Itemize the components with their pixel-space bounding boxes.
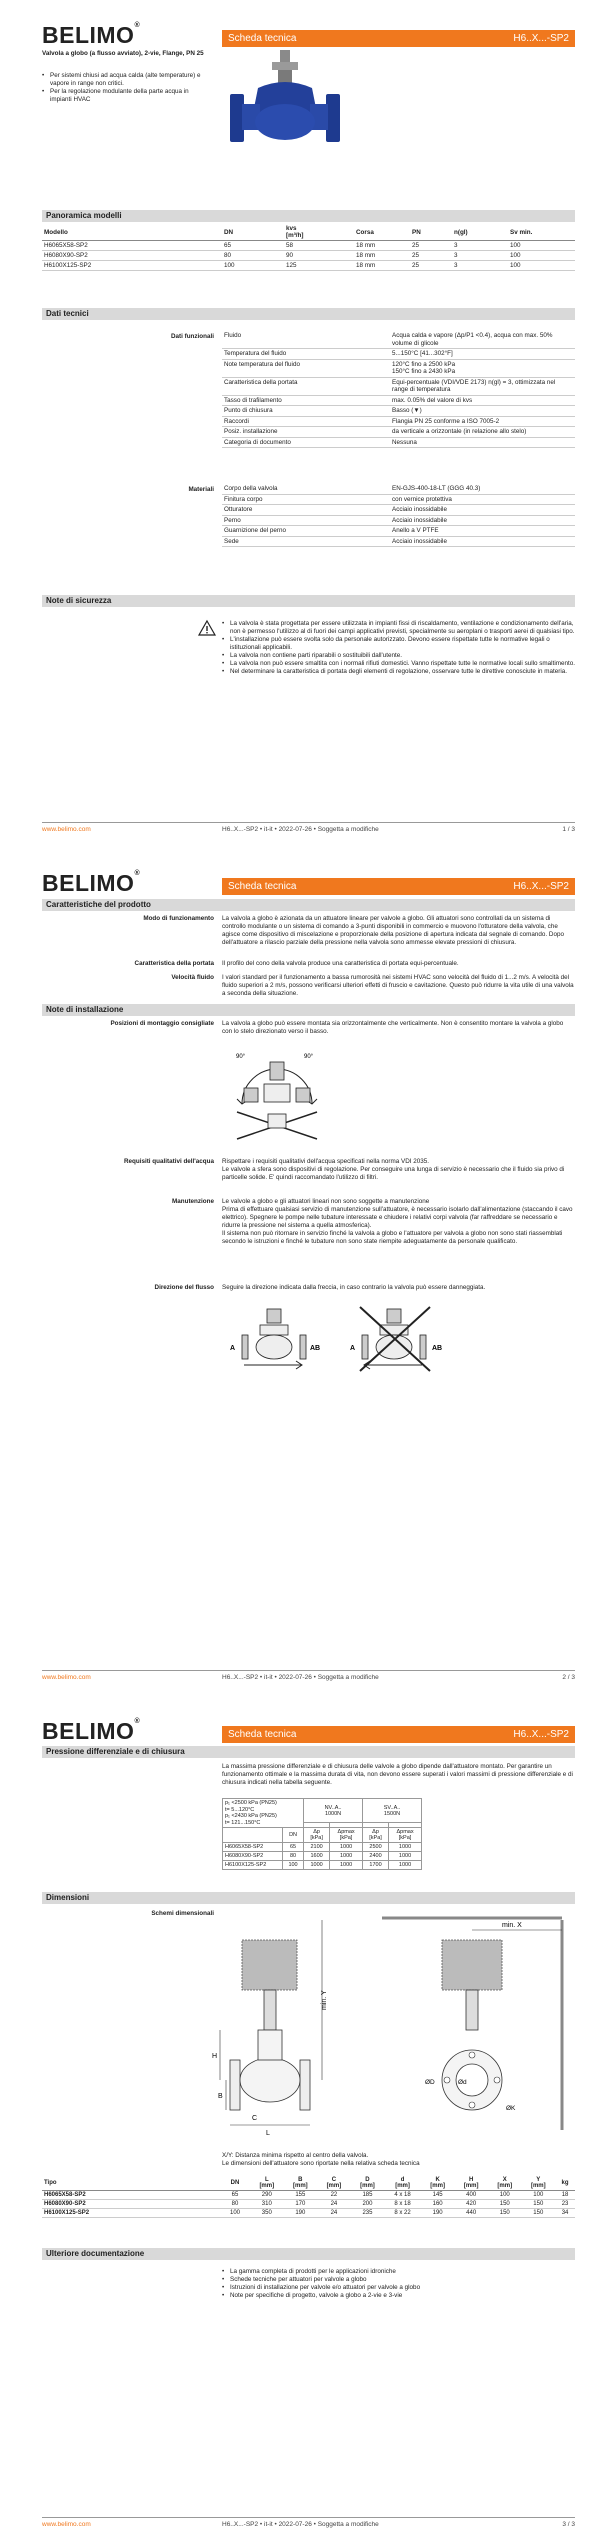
table-row: H6100X125-SP2 100 350 190 24 235 8 x 22 190 440 150 150 34 bbox=[42, 2209, 575, 2218]
intro-bullet: • Per la regolazione modulante della parte acqua in impianti HVAC bbox=[42, 88, 212, 104]
section-safety: Note di sicurezza bbox=[42, 595, 575, 607]
install-label: Requisiti qualitativi dell'acqua bbox=[123, 1158, 214, 1165]
mounting-position-diagram bbox=[222, 1044, 332, 1144]
footer-doc: H6..X...-SP2 • it-it • 2022-07-26 • Soggetta a modifiche bbox=[222, 1674, 379, 1681]
table-row: Temperatura del fluido 5...150°C [41...302°F] bbox=[222, 349, 575, 360]
table-row: H6080X90-SP2 80 90 18 mm 25 3 100 bbox=[42, 251, 575, 261]
header-bar bbox=[222, 30, 575, 47]
dim-letter: C bbox=[252, 2115, 258, 2122]
col-header: X [mm] bbox=[488, 2176, 522, 2191]
install-label: Direzione del flusso bbox=[154, 1284, 214, 1291]
valve-product-image bbox=[222, 48, 372, 158]
header-title: Scheda tecnica bbox=[228, 1729, 297, 1740]
col-header: PN bbox=[410, 224, 452, 241]
tech-group-materials: Materiali bbox=[188, 486, 214, 493]
footer-link[interactable]: www.belimo.com bbox=[42, 1674, 91, 1681]
table-row: Guarnizione del perno Anello a V PTFE bbox=[222, 526, 575, 537]
col-header: L [mm] bbox=[250, 2176, 284, 2191]
col-header: Modello bbox=[42, 224, 222, 241]
feature-text: Il profilo del cono della valvola produce una caratteristica di portata equi-percentuale. bbox=[222, 960, 459, 967]
safety-item: • La valvola non può essere smaltita con i normali rifiuti domestici. Vanno rispettate tutte le normative locali sullo smaltimento. bbox=[222, 660, 575, 668]
safety-item: • La valvola è stata progettata per essere utilizzata in impianti fissi di riscaldamento, ventilazione e condizionamento dell'aria, non è permesso l'utilizzo al di fuori dei campi applicativi previsti, specialmente su aeroplani o trasporti aerei di qualsiasi tipo. bbox=[222, 620, 575, 636]
tech-group-functional: Dati funzionali bbox=[170, 333, 214, 340]
header-bar bbox=[222, 878, 575, 895]
col-header: n(gl) bbox=[452, 224, 508, 241]
col-header: DN bbox=[222, 224, 284, 241]
feature-text: I valori standard per il funzionamento a bassa rumorosità nei sistemi HVAC sono velocità del fluido di 1...2 m/s. A velocità del fluido superiori a 2 m/s, possono verificarsi ulteriori effetti di fruscio e cavitazione. Questo può ridurre la vita utile di una valvola a seconda della situazione. bbox=[222, 974, 574, 997]
angle-label: 90° bbox=[236, 1054, 246, 1060]
table-row: Sede Acciaio inossidabile bbox=[222, 536, 575, 547]
table-row: Categoria di documento Nessuna bbox=[222, 437, 575, 448]
safety-list bbox=[222, 620, 575, 676]
dim-letter: H bbox=[212, 2053, 218, 2060]
wrong-flow-valve bbox=[350, 1307, 442, 1371]
safety-item: • La valvola non contiene parti riparabili o sostituibili dall'utente. bbox=[222, 652, 575, 660]
doc-item: • La gamma completa di prodotti per le applicazioni idroniche bbox=[222, 2268, 575, 2276]
pressure-table: p₁ <2500 kPa (PN25) t= 5...120°C p₁ <2430 kPa (PN25) t= 121...150°C NV..A.. 1000N SV..A.. 1500N DN Δp [kPa] Δpmax [kPa] Δp [kPa] Δpmax [kPa] H6065X58-SP2 65 2100 1000 2500 1000 H6080X90-SP2 80 1600 1000 2400 1000 H6100X125-SP2 100 1000 1000 1700 1000 bbox=[222, 1798, 422, 1870]
header-model: H6..X...-SP2 bbox=[513, 1729, 569, 1740]
table-row: Note temperatura del fluido 120°C fino a 2500 kPa 150°C fino a 2430 kPa bbox=[222, 359, 575, 377]
table-row: Perno Acciaio inossidabile bbox=[222, 515, 575, 526]
dim-letter: L bbox=[266, 2130, 270, 2137]
section-tech: Dati tecnici bbox=[42, 308, 575, 320]
footer-link[interactable]: www.belimo.com bbox=[42, 2521, 91, 2528]
flow-label: A bbox=[230, 1345, 236, 1352]
page-3 bbox=[0, 1696, 600, 2543]
angle-label: 90° bbox=[304, 1054, 314, 1060]
header-bar bbox=[222, 1726, 575, 1743]
col-header: Y [mm] bbox=[522, 2176, 556, 2191]
header-model: H6..X...-SP2 bbox=[513, 881, 569, 892]
install-text: Le valvole a globo e gli attuatori lineari non sono soggette a manutenzione Prima di effettuare qualsiasi servizio di manutenzione sull'attuatore, è necessario isolarlo dall'alimentazione (staccando il cavo elettrico). Spegnere le pompe nelle tubature interessate e chiudere i relativi corpi valvola (far raffreddare se necessario e ridurre la pressione nel sistema a quella atmosferica). Il sistema non può ritornare in servizio finché la valvola a globo e l'attuatore per valvola a globo non sono stati riassemblati secondo le istruzioni e finché le tubature non sono state riempite adeguatamente da personale qualificato. bbox=[222, 1198, 573, 1245]
footer-line bbox=[42, 822, 575, 823]
footer-link[interactable]: www.belimo.com bbox=[42, 826, 91, 833]
install-text: Seguire la direzione indicata dalla freccia, in caso contrario la valvola può essere danneggiata. bbox=[222, 1284, 486, 1291]
intro-bullets bbox=[42, 72, 212, 104]
section-install: Note di installazione bbox=[42, 1004, 575, 1016]
flow-direction-diagram bbox=[222, 1303, 472, 1373]
dim-letter: Ød bbox=[458, 2079, 467, 2086]
footer-doc: H6..X...-SP2 • it-it • 2022-07-26 • Soggetta a modifiche bbox=[222, 2521, 379, 2528]
page-number: 1 / 3 bbox=[562, 826, 575, 833]
section-docs: Ulteriore documentazione bbox=[42, 2248, 575, 2260]
col-header: C [mm] bbox=[317, 2176, 351, 2191]
warning-icon bbox=[198, 620, 216, 636]
models-table bbox=[42, 224, 575, 271]
feature-label: Caratteristica della portata bbox=[134, 960, 214, 967]
header-title: Scheda tecnica bbox=[228, 33, 297, 44]
footer-line bbox=[42, 1670, 575, 1671]
install-label: Manutenzione bbox=[172, 1198, 214, 1205]
col-header: kvs [m³/h] bbox=[284, 224, 354, 241]
footer-line bbox=[42, 2517, 575, 2518]
actuator-nv: NV..A.. 1000N bbox=[304, 1799, 363, 1823]
section-features: Caratteristiche del prodotto bbox=[42, 899, 575, 911]
col-header: Sv min. bbox=[508, 224, 575, 241]
col-header: B [mm] bbox=[284, 2176, 318, 2191]
table-row: H6065X58-SP2 65 290 155 22 185 4 x 18 145 400 100 100 18 bbox=[42, 2191, 575, 2200]
table-row: Corpo della valvola EN-GJS-400-18-LT (GGG 40.3) bbox=[222, 484, 575, 494]
col-header: d [mm] bbox=[384, 2176, 421, 2191]
col-header: D [mm] bbox=[351, 2176, 385, 2191]
doc-item: • Istruzioni di installazione per valvole e/o attuatori per valvole a globo bbox=[222, 2284, 575, 2292]
tech-table-materials bbox=[222, 484, 575, 547]
table-row: Posiz. installazione da verticale a orizzontale (in relazione allo stelo) bbox=[222, 427, 575, 438]
flow-label: AB bbox=[432, 1345, 443, 1352]
dims-note: Le dimensioni dell'attuatore sono riportate nella relativa scheda tecnica bbox=[222, 2160, 420, 2167]
tech-table-functional bbox=[222, 331, 575, 448]
brand-logo: BELIMO® bbox=[42, 1718, 141, 1744]
section-pressure: Pressione differenziale e di chiusura bbox=[42, 1746, 575, 1758]
doc-item: • Schede tecniche per attuatori per valvole a globo bbox=[222, 2276, 575, 2284]
brand-logo: BELIMO® bbox=[42, 22, 141, 48]
table-row: H6065X58-SP2 65 2100 1000 2500 1000 bbox=[223, 1843, 422, 1852]
dim-letter: ØD bbox=[425, 2079, 435, 2086]
safety-item: • Nel determinare la caratteristica di portata degli elementi di regolazione, osservare tutte le direttive conosciute in materia. bbox=[222, 668, 575, 676]
table-row: Otturatore Acciaio inossidabile bbox=[222, 505, 575, 516]
table-row: H6080X90-SP2 80 1600 1000 2400 1000 bbox=[223, 1852, 422, 1861]
col-header: Corsa bbox=[354, 224, 410, 241]
intro-bullet: • Per sistemi chiusi ad acqua calda (alte temperature) e vapore in range non critici. bbox=[42, 72, 212, 88]
weight-icon: kg bbox=[555, 2176, 575, 2191]
table-row: H6065X58-SP2 65 58 18 mm 25 3 100 bbox=[42, 241, 575, 251]
table-row: Tasso di trafilamento max. 0.05% del valore di kvs bbox=[222, 395, 575, 406]
install-label: Posizioni di montaggio consigliate bbox=[110, 1020, 214, 1027]
table-row: Caratteristica della portata Equi-percentuale (VDI/VDE 2173) n(gl) = 3, ottimizzata nel range di temperatura bbox=[222, 377, 575, 395]
page-number: 3 / 3 bbox=[562, 2521, 575, 2528]
table-row: Finitura corpo con vernice protettiva bbox=[222, 494, 575, 505]
col-header: K [mm] bbox=[421, 2176, 455, 2191]
page-2 bbox=[0, 848, 600, 1696]
pressure-conditions: p₁ <2500 kPa (PN25) t= 5...120°C p₁ <2430 kPa (PN25) t= 121...150°C bbox=[223, 1799, 304, 1828]
dim-label-miny: min. Y bbox=[321, 1990, 328, 2010]
install-text: Rispettare i requisiti qualitativi dell'acqua specificati nella norma VDI 2035. Le valvole a sfera sono dispositivi di regolazione. Per conseguire una lunga di servizio è necessario che il fluido sia privo di particelle solide. E' quindi raccomandato l'utilizzo di filtri. bbox=[222, 1158, 565, 1181]
dimensions-table: Tipo DN L [mm] B [mm] C [mm] D [mm] d [mm] K [mm] H [mm] X [mm] Y [mm] kg H6065X58-SP2 65 290 155 22 185 4 x 18 145 400 100 100 18 H6080X90-SP2 80 310 170 24 200 8 x 18 160 420 150 150 23 H6100X125-SP2 100 350 190 24 235 8 x 22 190 440 150 150 34 bbox=[42, 2176, 575, 2218]
flow-label: A bbox=[350, 1345, 356, 1352]
dim-letter: B bbox=[218, 2093, 223, 2100]
doc-item: • Note per specifiche di progetto, valvole a globo a 2-vie e 3-vie bbox=[222, 2292, 575, 2300]
section-dims: Dimensioni bbox=[42, 1892, 575, 1904]
product-title: Valvola a globo (a flusso avviato), 2-vie, Flange, PN 25 bbox=[42, 50, 204, 57]
install-text: La valvola a globo può essere montata sia orizzontalmente che verticalmente. Non è consentito montare la valvola a globo con lo stelo direzionato verso il basso. bbox=[222, 1020, 564, 1035]
table-row: Fluido Acqua calda e vapore (Δp/P1 <0.4), acqua con max. 50% volume di glicole bbox=[222, 331, 575, 349]
pressure-text: La massima pressione differenziale e di chiusura delle valvole a globo dipende dall'attuatore montato. Per garantire un funzionamento ottimale e la massima durata di vita, non devono essere superati i valori massimi di pressione differenziale e di chiusura indicati nella tabella seguente. bbox=[222, 1763, 573, 1786]
feature-label: Velocità fluido bbox=[171, 974, 214, 981]
dim-letter: ØK bbox=[506, 2105, 516, 2112]
section-models: Panoramica modelli bbox=[42, 210, 575, 222]
table-row: Raccordi Flangia PN 25 conforme a ISO 7005-2 bbox=[222, 416, 575, 427]
header-title: Scheda tecnica bbox=[228, 881, 297, 892]
dim-label-minx: min. X bbox=[502, 1922, 522, 1929]
correct-flow-valve bbox=[230, 1309, 320, 1369]
page-number: 2 / 3 bbox=[562, 1674, 575, 1681]
actuator-sv: SV..A.. 1500N bbox=[363, 1799, 422, 1823]
docs-list bbox=[222, 2268, 575, 2300]
safety-item: • L'installazione può essere svolta solo da personale autorizzato. Devono essere rispettate tutte le normative legali o istituzionali applicabili. bbox=[222, 636, 575, 652]
dims-note: X/Y: Distanza minima rispetto al centro della valvola. bbox=[222, 2152, 369, 2159]
feature-text: La valvola a globo è azionata da un attuatore lineare per valvole a globo. Gli attuatori sono controllati da un sistema di controllo modulante o un sistema di comando a 3-punti disponibili in commercio e muovono l'otturatore della valvola, che agisce come dispositivo di miscelazione e proporzionale della posizione di apertura indicata dal segnale di comando. Dopo dell'attuatore a rilascio parziale della pressione nella valvola sono ammesse elevate pressioni di chiusura. bbox=[222, 915, 564, 946]
brand-logo: BELIMO® bbox=[42, 870, 141, 896]
table-row: Punto di chiusura Basso (▼) bbox=[222, 406, 575, 417]
page-1 bbox=[0, 0, 600, 848]
flow-label: AB bbox=[310, 1345, 321, 1352]
table-row: H6100X125-SP2 100 1000 1000 1700 1000 bbox=[223, 1861, 422, 1870]
feature-label: Modo di funzionamento bbox=[143, 915, 214, 922]
header-model: H6..X...-SP2 bbox=[513, 33, 569, 44]
table-row: H6100X125-SP2 100 125 18 mm 25 3 100 bbox=[42, 261, 575, 271]
dimension-drawing bbox=[212, 1910, 575, 2140]
col-header: H [mm] bbox=[454, 2176, 488, 2191]
table-row: H6080X90-SP2 80 310 170 24 200 8 x 18 160 420 150 150 23 bbox=[42, 2200, 575, 2209]
footer-doc: H6..X...-SP2 • it-it • 2022-07-26 • Soggetta a modifiche bbox=[222, 826, 379, 833]
dims-label: Schemi dimensionali bbox=[151, 1910, 214, 1917]
